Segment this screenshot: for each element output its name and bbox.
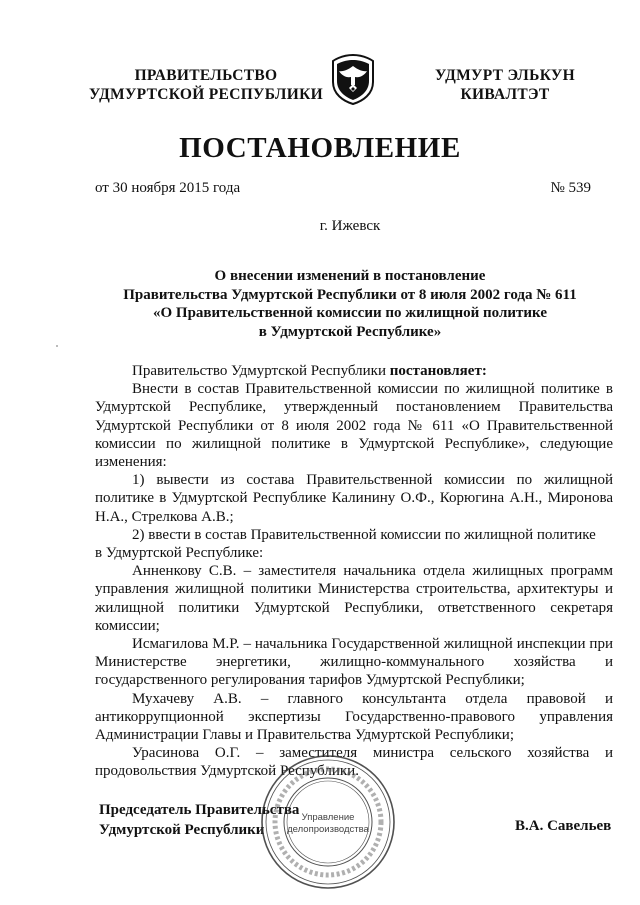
document-body <box>95 362 613 781</box>
stamp-inner-line2: делопроизводства <box>287 824 369 835</box>
document-date: от 30 ноября 2015 года <box>95 180 241 196</box>
subject-line1: О внесении изменений в постановление <box>214 268 486 284</box>
header-right-line1: УДМУРТ ЭЛЬКУН <box>435 67 575 84</box>
body-paragraph-2: 1) вывести из состава Правительственной комиссии по жилищной политике в Удмуртской Республике Калинину О.Ф., Корюгина А.Н., Миронова Н.А., Стрелкова А.В.; <box>95 472 613 525</box>
signatory-name: В.А. Савельев <box>515 818 612 834</box>
signatory-title-line1: Председатель Правительства <box>99 802 300 818</box>
body-paragraph-6: Мухачеву А.В. – главного консультанта отдела правовой и антикоррупционной экспертизы Государственно-правового управления Администрации Главы и Правительства Удмуртской Республики; <box>95 690 613 744</box>
body-paragraph-3: 2) ввести в состав Правительственной комиссии по жилищной политике <box>132 526 596 543</box>
stamp-inner-line1: Управление <box>301 812 355 823</box>
header-left-line1: ПРАВИТЕЛЬСТВО <box>134 67 278 84</box>
document-type-title: ПОСТАНОВЛЕНИЕ <box>179 132 461 164</box>
header-right-line2: КИВАЛТЭТ <box>460 86 550 103</box>
signatory-title-line2: Удмуртской Республики <box>99 822 265 838</box>
subject-line2: Правительства Удмуртской Республики от 8 июля 2002 года № 611 <box>123 286 577 303</box>
header-left <box>86 66 326 104</box>
scan-mark <box>56 345 58 347</box>
subject-line4: в Удмуртской Республике» <box>258 323 442 340</box>
header-left-line2: УДМУРТСКОЙ РЕСПУБЛИКИ <box>88 86 323 103</box>
document-subject <box>60 267 640 341</box>
body-paragraph-1: Внести в состав Правительственной комиссии по жилищной политике в Удмуртской Республике, утвержденный постановлением Правительства Удмуртской Республики от 8 июля 2002 года № 611 «О Правительственной комиссии по жилищной политике в Удмуртской Республике», следующие изменения: <box>95 381 613 471</box>
body-intro <box>95 362 613 380</box>
official-round-stamp-icon <box>258 752 398 892</box>
intro-prefix: Правительство Удмуртской Республики <box>132 363 390 379</box>
intro-verb: постановляет: <box>389 363 487 379</box>
header-right <box>420 66 590 104</box>
body-paragraph-5: Исмагилова М.Р. – начальника Государственной жилищной инспекции при Министерстве энергетики, жилищно-коммунального хозяйства и государственного регулирования тарифов Удмуртской Республики; <box>95 636 613 689</box>
body-paragraph-4: Анненкову С.В. – заместителя начальника отдела жилищных программ управления жилищной политики Министерства строительства, архитектуры и жилищной политики Удмуртской Республики, ответственного секретаря комиссии; <box>95 563 613 634</box>
document-city: г. Ижевск <box>319 218 381 234</box>
body-paragraph-7: Урасинова О.Г. – заместителя министра сельского хозяйства и продовольствия Удмуртской Республики. <box>95 745 613 780</box>
document-number: № 539 <box>550 180 591 196</box>
udmurt-coat-of-arms-icon <box>326 52 380 106</box>
body-paragraph-3b: в Удмуртской Республике: <box>95 545 264 562</box>
subject-line3: «О Правительственной комиссии по жилищной политике <box>153 305 547 321</box>
